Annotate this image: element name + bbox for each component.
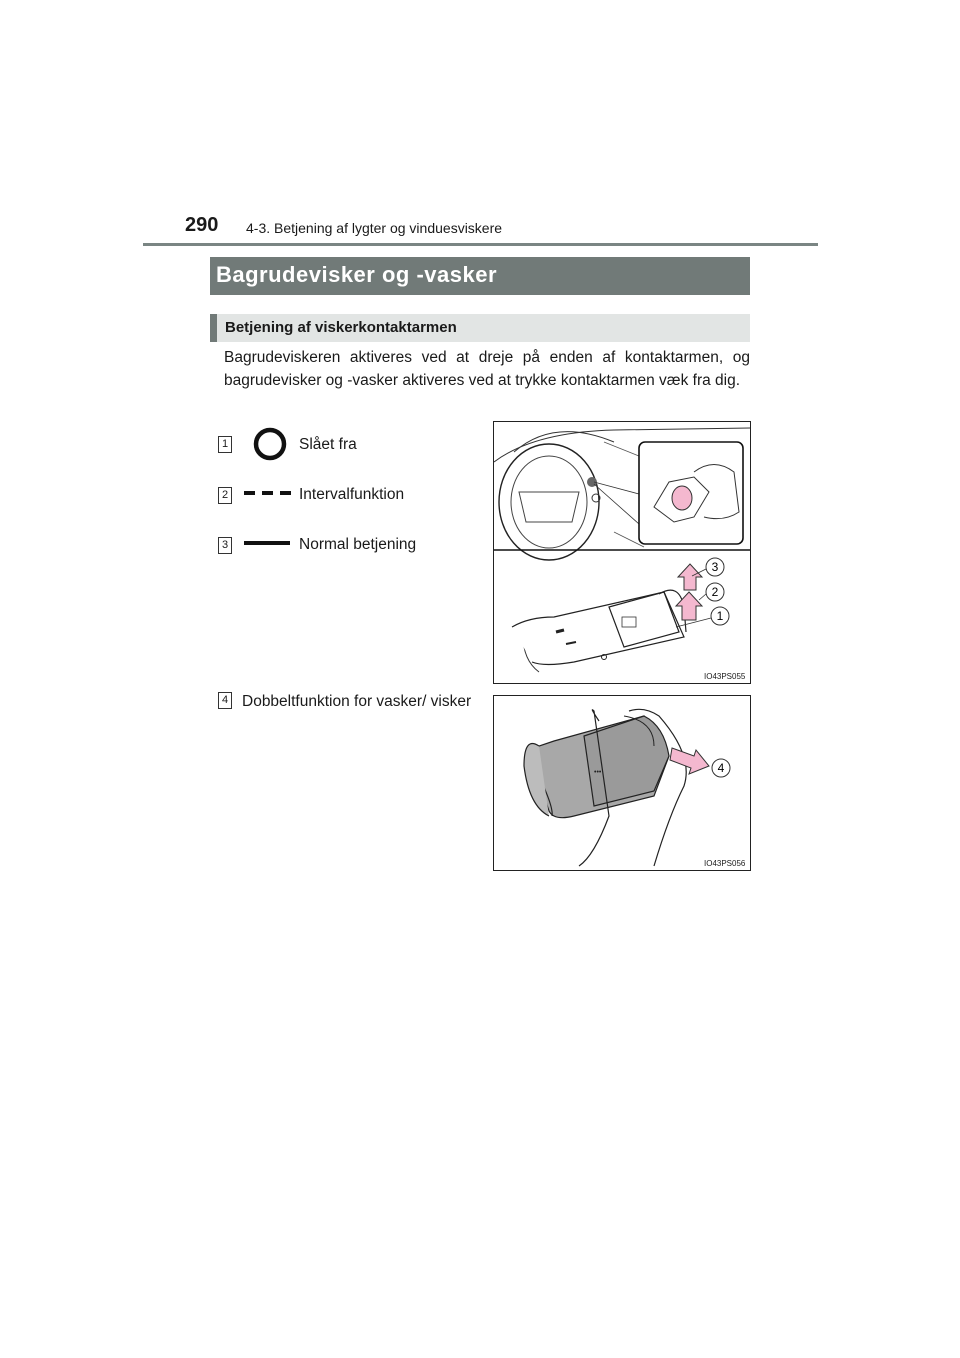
item-number-3: 3 xyxy=(218,537,232,554)
header-divider xyxy=(143,243,818,246)
item-label-2: Intervalfunktion xyxy=(299,486,405,503)
item-number-2: 2 xyxy=(218,487,232,504)
figure-dual-function xyxy=(493,695,751,871)
wiper-lever-illustration xyxy=(494,422,750,683)
dashed-line-icon xyxy=(244,488,292,498)
item-label-4: Dobbeltfunktion for vasker/ visker xyxy=(242,693,472,710)
solid-line-icon xyxy=(244,538,292,548)
subsection-accent xyxy=(210,314,217,342)
item-number-4: 4 xyxy=(218,692,232,709)
callout-4: 4 xyxy=(717,761,725,775)
callout-1: 1 xyxy=(716,609,724,623)
callout-3: 3 xyxy=(711,560,719,574)
item-label-1: Slået fra xyxy=(299,436,357,453)
subsection-title: Betjening af viskerkontaktarmen xyxy=(225,319,457,336)
callout-2: 2 xyxy=(711,585,719,599)
dual-function-illustration xyxy=(494,696,750,870)
item-number-1: 1 xyxy=(218,436,232,453)
page-title: Bagrudevisker og -vasker xyxy=(216,262,498,287)
svg-text:•••: ••• xyxy=(594,769,602,776)
circle-icon xyxy=(252,426,288,462)
section-reference: 4-3. Betjening af lygter og vinduesviskere xyxy=(246,220,503,236)
intro-paragraph: Bagrudeviskeren aktiveres ved at dreje på enden af kontaktarmen, og bagrudevisker og -vasker aktiveres ved at trykke kontaktarmen væk fra dig. xyxy=(224,349,750,389)
figure-wiper-lever xyxy=(493,421,751,684)
figure-id-2: IO43PS056 xyxy=(704,859,746,868)
figure-id-1: IO43PS055 xyxy=(704,672,746,681)
item-label-3: Normal betjening xyxy=(299,536,417,553)
page-number: 290 xyxy=(185,214,219,236)
